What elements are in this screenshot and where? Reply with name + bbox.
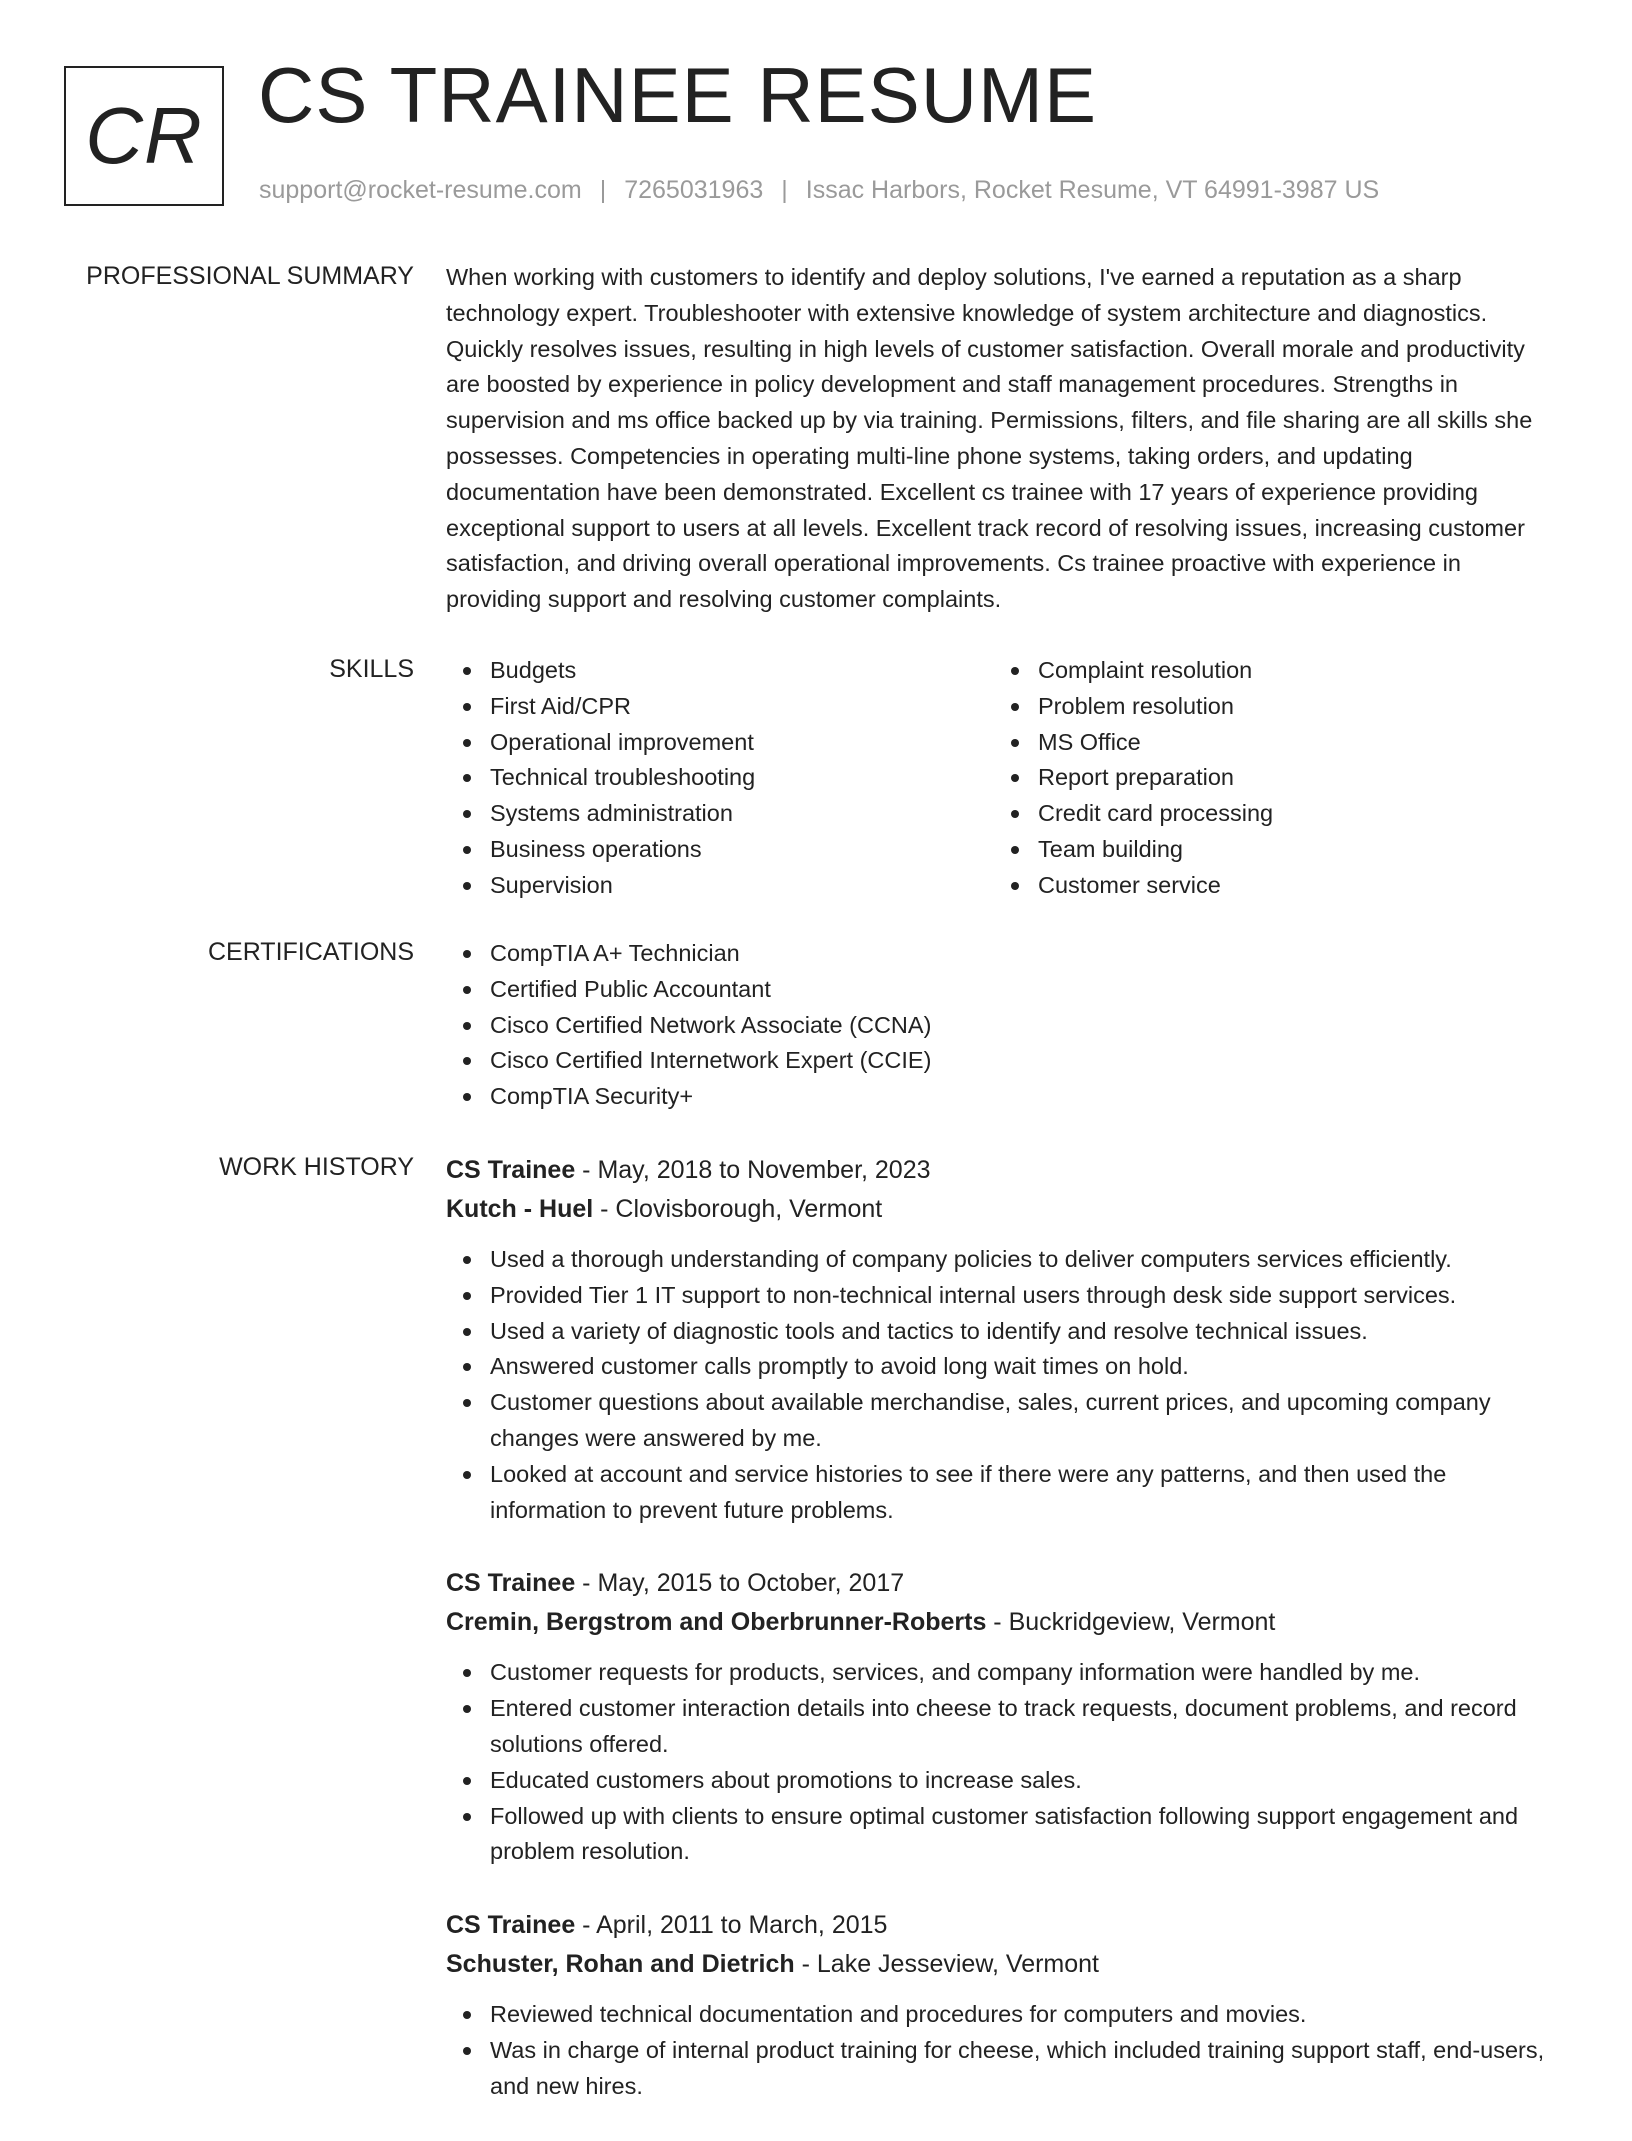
job-company: Cremin, Bergstrom and Oberbrunner-Roberts	[446, 1607, 987, 1636]
skill-item: First Aid/CPR	[446, 689, 994, 725]
job-bullet: Was in charge of internal product training for cheese, which included training support staff, end-users, and new hires.	[446, 2033, 1562, 2105]
job-company-line	[446, 1945, 1562, 1984]
job-company-line	[446, 1603, 1562, 1642]
job-dates: - May, 2018 to November, 2023	[575, 1156, 931, 1184]
job-dates: - May, 2015 to October, 2017	[575, 1569, 905, 1598]
resume-title: CS TRAINEE RESUME	[258, 51, 1098, 139]
job-entry	[446, 1564, 1562, 1870]
job-bullet: Reviewed technical documentation and procedures for computers and movies.	[446, 1997, 1562, 2033]
certification-item: Cisco Certified Network Associate (CCNA)	[446, 1008, 1562, 1044]
skill-item: Report preparation	[994, 760, 1542, 796]
skill-item: Complaint resolution	[994, 653, 1542, 689]
skill-item: Problem resolution	[994, 689, 1542, 725]
job-location: - Buckridgeview, Vermont	[986, 1607, 1276, 1636]
contact-address: Issac Harbors, Rocket Resume, VT 64991-3987 US	[805, 176, 1380, 204]
skills-body	[446, 653, 1562, 904]
contact-email[interactable]: support@rocket-resume.com	[259, 176, 582, 204]
job-company-line	[446, 1190, 1562, 1229]
skill-item: Team building	[994, 832, 1542, 868]
job-company: Kutch - Huel	[446, 1194, 594, 1223]
job-title-line	[446, 1564, 1562, 1603]
job-bullet: Educated customers about promotions to increase sales.	[446, 1763, 1562, 1799]
contact-line	[259, 176, 1379, 205]
job-title: CS Trainee	[446, 1156, 576, 1184]
skill-item: Credit card processing	[994, 796, 1542, 832]
job-bullet: Used a thorough understanding of company policies to deliver computers services efficiently.	[446, 1242, 1562, 1278]
job-company: Schuster, Rohan and Dietrich	[446, 1949, 795, 1978]
job-bullet: Answered customer calls promptly to avoid long wait times on hold.	[446, 1349, 1562, 1385]
job-dates: - April, 2011 to March, 2015	[575, 1911, 888, 1940]
job-bullet: Customer requests for products, services, and company information were handled by me.	[446, 1655, 1562, 1691]
contact-phone[interactable]: 7265031963	[624, 176, 764, 204]
job-bullet: Entered customer interaction details into cheese to track requests, document problems, and record solutions offered.	[446, 1691, 1562, 1763]
certification-item: CompTIA Security+	[446, 1079, 1562, 1115]
summary-text: When working with customers to identify and deploy solutions, I've earned a reputation as a sharp technology expert. Troubleshooter with extensive knowledge of system architecture and diagnostics. Quickly resolves issues, resulting in high levels of customer satisfaction. Overall morale and productivity are boosted by experience in policy development and staff management procedures. Strengths in supervision and ms office backed up by via training. Permissions, filters, and file sharing are all skills she possesses. Competencies in operating multi-line phone systems, taking orders, and updating documentation have been demonstrated. Excellent cs trainee with 17 years of experience providing exceptional support to users at all levels. Excellent track record of resolving issues, increasing customer satisfaction, and driving overall operational improvements. Cs trainee proactive with experience in providing support and resolving customer complaints.	[446, 264, 1533, 613]
contact-separator: |	[781, 176, 788, 204]
skill-item: MS Office	[994, 725, 1542, 761]
job-bullets	[446, 1997, 1562, 2104]
job-bullets	[446, 1655, 1562, 1870]
job-bullet: Looked at account and service histories to see if there were any patterns, and then used the information to prevent future problems.	[446, 1457, 1562, 1529]
section-label-skills: SKILLS	[329, 655, 414, 683]
work-history-body	[446, 1151, 1562, 2141]
skill-item: Systems administration	[446, 796, 994, 832]
job-bullet: Provided Tier 1 IT support to non-technical internal users through desk side support services.	[446, 1278, 1562, 1314]
job-location: - Clovisborough, Vermont	[593, 1194, 883, 1223]
skill-item: Technical troubleshooting	[446, 760, 994, 796]
monogram-logo: CR	[64, 66, 224, 206]
certification-item: Certified Public Accountant	[446, 972, 1562, 1008]
skills-list-right	[994, 653, 1542, 904]
job-entry	[446, 1906, 1562, 2104]
job-title-line	[446, 1906, 1562, 1945]
job-bullets	[446, 1242, 1562, 1528]
job-entry	[446, 1151, 1562, 1528]
job-title: CS Trainee	[446, 1569, 576, 1598]
section-label-certifications: CERTIFICATIONS	[207, 938, 414, 966]
section-label-work-history: WORK HISTORY	[219, 1153, 414, 1181]
certification-item: CompTIA A+ Technician	[446, 936, 1562, 972]
certifications-body	[446, 936, 1562, 1115]
job-bullet: Used a variety of diagnostic tools and tactics to identify and resolve technical issues.	[446, 1314, 1562, 1350]
summary-body	[446, 260, 1562, 618]
certification-item: Cisco Certified Internetwork Expert (CCIE)	[446, 1043, 1562, 1079]
contact-separator: |	[599, 176, 607, 204]
job-bullet: Followed up with clients to ensure optimal customer satisfaction following support engagement and problem resolution.	[446, 1799, 1562, 1871]
skill-item: Customer service	[994, 868, 1542, 904]
certifications-list	[446, 936, 1562, 1115]
skills-list-left	[446, 653, 994, 904]
job-bullet: Customer questions about available merchandise, sales, current prices, and upcoming company changes were answered by me.	[446, 1385, 1562, 1457]
job-location: - Lake Jesseview, Vermont	[794, 1949, 1099, 1978]
job-title: CS Trainee	[446, 1911, 576, 1940]
skill-item: Budgets	[446, 653, 994, 689]
job-title-line	[446, 1151, 1562, 1190]
skill-item: Operational improvement	[446, 725, 994, 761]
skill-item: Supervision	[446, 868, 994, 904]
section-label-summary: PROFESSIONAL SUMMARY	[86, 262, 414, 290]
skill-item: Business operations	[446, 832, 994, 868]
